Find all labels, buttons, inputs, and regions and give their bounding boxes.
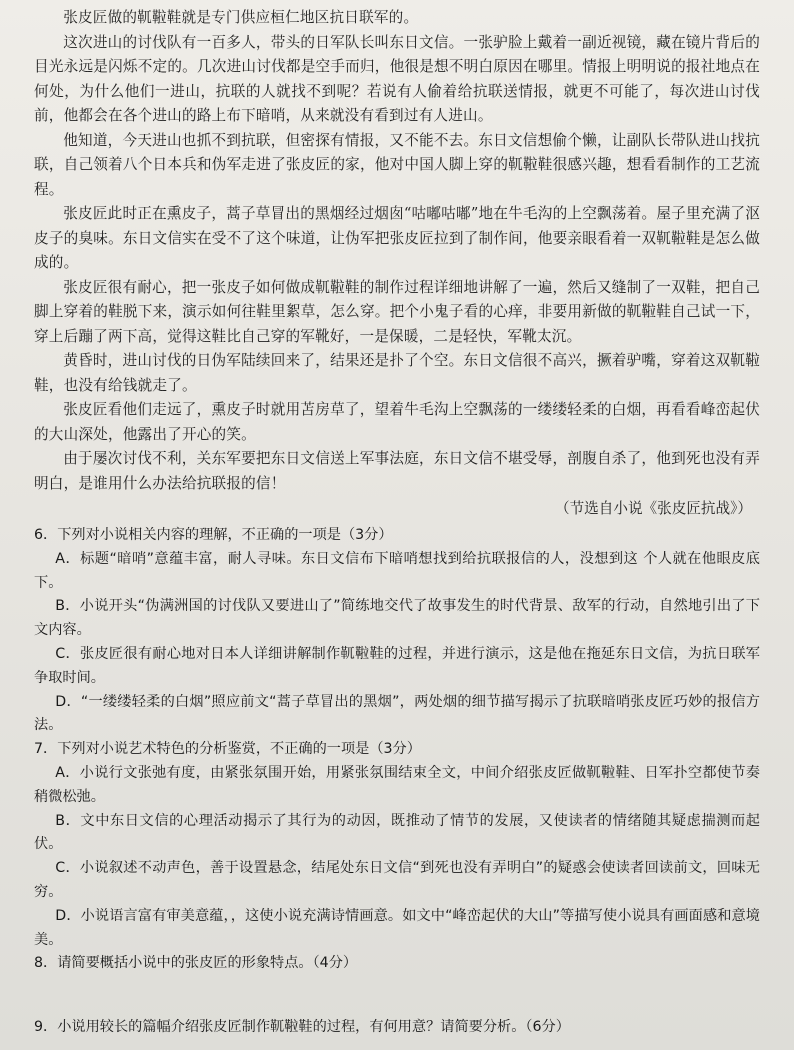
question-6 bbox=[34, 524, 760, 738]
question-stem: 6．下列对小说相关内容的理解，不正确的一项是（3分） bbox=[34, 527, 393, 543]
story-source: （节选自小说《张皮匠抗战》） bbox=[554, 500, 752, 517]
question-8 bbox=[34, 952, 760, 976]
story-passage bbox=[34, 6, 760, 522]
story-paragraph: 张皮匠做的靰鞡鞋就是专门供应桓仁地区抗日联军的。 bbox=[63, 9, 419, 26]
story-paragraph: 这次进山的讨伐队有一百多人，带头的日军队长叫东日文信。一张驴脸上戴着一副近视镜，藏在镜片背后的目光永远是闪烁不定的。几次进山讨伐都是空手而归，他很是想不明白原因在哪里。情报上明明说的报社地点在何处，为什么他们一进山，抗联的人就找不到呢？若说有人偷着给抗联送情报，就更不可能了，每次进山讨伐前，他都会在各个进山的路上布下暗哨，从来就没有看到过有人进山。 bbox=[34, 33, 760, 124]
question-7 bbox=[34, 738, 760, 952]
option-d: D．“一缕缕轻柔的白烟”照应前文“蒿子草冒出的黑烟”，两处烟的细节描写揭示了抗联暗哨张皮匠巧妙的报信方法。 bbox=[34, 693, 760, 734]
option-d: D．小说语言富有审美意蕴，，这使小说充满诗情画意。如文中“峰峦起伏的大山”等描写使小说具有画面感和意境美。 bbox=[34, 907, 760, 948]
option-b: B．小说开头“伪满洲国的讨伐队又要进山了”简练地交代了故事发生的时代背景、敌军的行动，自然地引出了下文内容。 bbox=[34, 598, 760, 639]
option-c: C．小说叙述不动声色，善于设置悬念，结尾处东日文信“到死也没有弄明白”的疑惑会使读者回读前文，回味无穷。 bbox=[34, 860, 760, 900]
story-paragraph: 张皮匠此时正在熏皮子，蒿子草冒出的黑烟经过烟囱“咕嘟咕嘟”地在牛毛沟的上空飘荡着。屋子里充满了沤皮子的臭味。东日文信实在受不了这个味道，让伪军把张皮匠拉到了制作间，他要亲眼看着一双靰鞡鞋是怎么做成的。 bbox=[34, 205, 760, 271]
option-b: B．文中东日文信的心理活动揭示了其行为的动因，既推动了情节的发展，又使读者的情绪随其疑虑揣测而起伏。 bbox=[34, 812, 760, 853]
answer-space bbox=[34, 976, 760, 1016]
story-paragraph: 黄昏时，进山讨伐的日伪军陆续回来了，结果还是扑了个空。东日文信很不高兴，撅着驴嘴，穿着这双靰鞡鞋，也没有给钱就走了。 bbox=[34, 352, 760, 394]
story-paragraph: 张皮匠很有耐心，把一张皮子如何做成靰鞡鞋的制作过程详细地讲解了一遍，然后又缝制了一双鞋，把自己脚上穿着的鞋脱下来，演示如何往鞋里絮草，怎么穿。把个小鬼子看的心痒，非要用新做的靰鞡鞋自己试一下，穿上后蹦了两下高，觉得这鞋比自己穿的军靴好，一是保暖，二是轻快，军靴太沉。 bbox=[34, 278, 760, 345]
story-paragraph: 张皮匠看他们走远了，熏皮子时就用苫房草了，望着牛毛沟上空飘荡的一缕缕轻柔的白烟，再看看峰峦起伏的大山深处，他露出了开心的笑。 bbox=[34, 401, 760, 443]
question-list bbox=[34, 524, 760, 1040]
question-stem: 7．下列对小说艺术特色的分析鉴赏，不正确的一项是（3分） bbox=[34, 741, 421, 758]
option-c: C．张皮匠很有耐心地对日本人详细讲解制作靰鞡鞋的过程，并进行演示，这是他在拖延东日文信，为抗日联军争取时间。 bbox=[34, 645, 760, 686]
question-stem: 8．请简要概括小说中的张皮匠的形象特点。（4分） bbox=[34, 955, 358, 972]
story-paragraph: 由于屡次讨伐不利，关东军要把东日文信送上军事法庭，东日文信不堪受辱，剖腹自杀了，他到死也没有弄明白，是谁用什么办法给抗联报的信！ bbox=[34, 450, 760, 492]
story-paragraph: 他知道，今天进山也抓不到抗联，但密探有情报，又不能不去。东日文信想偷个懒，让副队长带队进山找抗联，自己领着八个日本兵和伪军走进了张皮匠的家，他对中国人脚上穿的靰鞡鞋很感兴趣，想看看制作的工艺流程。 bbox=[34, 131, 760, 198]
option-a: A．标题“暗哨”意蕴丰富，耐人寻味。东日文信布下暗哨想找到给抗联报信的人，没想到这 个人就在他眼皮底下。 bbox=[34, 550, 760, 591]
option-a: A．小说行文张弛有度，由紧张氛围开始，用紧张氛围结束全文，中间介绍张皮匠做靰鞡鞋、日军扑空都使节奏稍微松弛。 bbox=[34, 764, 760, 805]
question-9 bbox=[34, 1016, 760, 1040]
question-stem: 9．小说用较长的篇幅介绍张皮匠制作靰鞡鞋的过程，有何用意？请简要分析。（6分） bbox=[34, 1019, 570, 1036]
